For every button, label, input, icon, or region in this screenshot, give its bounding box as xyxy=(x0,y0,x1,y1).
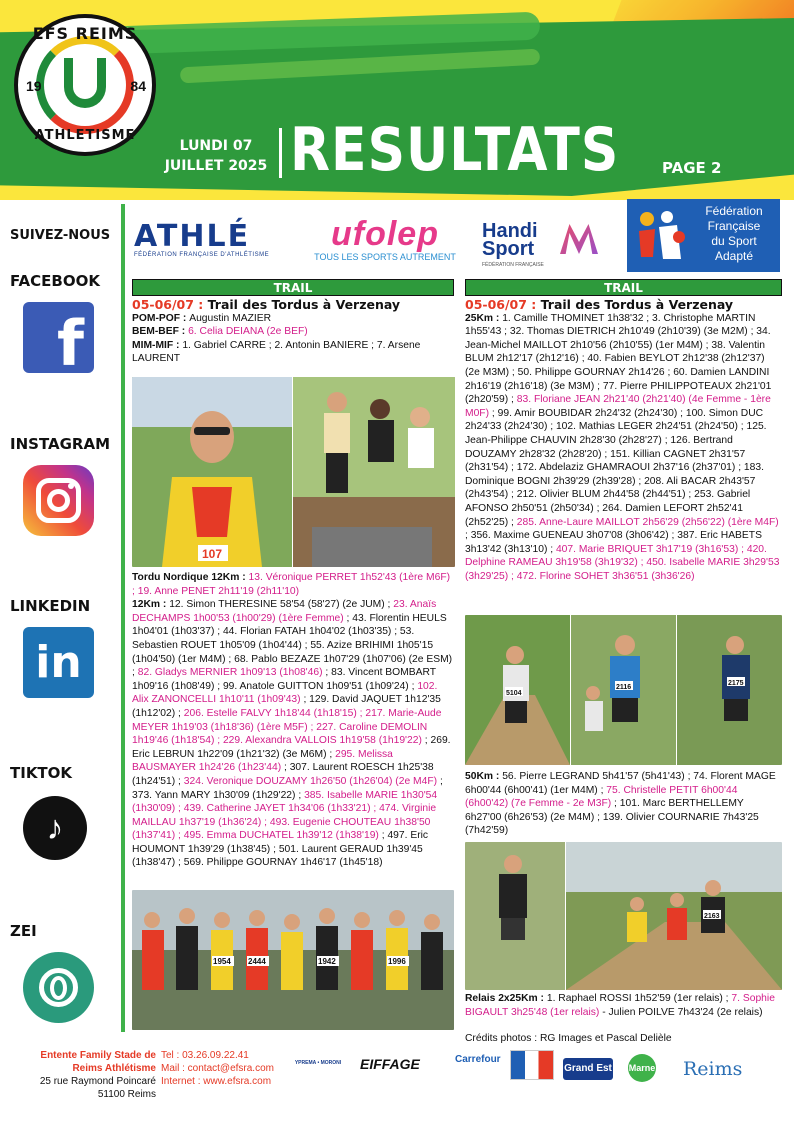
sidebar-divider xyxy=(121,204,125,1032)
sponsor-carrefour-logo: Carrefour xyxy=(455,1054,501,1065)
facebook-label: FACEBOOK xyxy=(10,272,100,290)
ffsa-figures-icon xyxy=(633,207,689,265)
event-title: 05-06/07 : Trail des Tordus à Verzenay xyxy=(132,297,401,312)
section-header-trail: TRAIL xyxy=(465,279,782,296)
bib-number: 2175 xyxy=(728,680,744,687)
right-results-50km: 50Km : 56. Pierre LEGRAND 5h41'57 (5h41'43) ; 74. Florent MAGE 6h00'44 (6h00'41) (1er M4M) ; 75. Christelle PETIT 6h00'44 (6h00'42) (7e Femme - 2e M3F) ; 101. Marc BERTHELLEMY 6h27'00 (6h26'53) (2e M4M) ; 139. Olivier COURNARIE 7h43'25 (7h42'59) xyxy=(465,771,776,837)
instagram-icon[interactable] xyxy=(23,465,94,536)
bib-number: 1942 xyxy=(318,957,336,966)
photo-relay-runners xyxy=(465,842,782,990)
logo-bottom-text: ATHLETISME xyxy=(34,128,136,143)
section-header-trail: TRAIL xyxy=(132,279,454,296)
linkedin-label: LINKEDIN xyxy=(10,597,91,615)
ffsa-logo: Fédération Française du Sport Adapté xyxy=(627,199,780,272)
photo-trail-runners xyxy=(465,615,782,765)
website-link[interactable]: Internet : www.efsra.com xyxy=(161,1076,272,1087)
email-link[interactable]: Mail : contact@efsra.com xyxy=(161,1063,274,1074)
social-sidebar xyxy=(0,200,118,1043)
bib-number: 1954 xyxy=(213,957,231,966)
photo-credits: Crédits photos : RG Images et Pascal Delièle xyxy=(465,1033,672,1044)
logo-top-text: EFS REIMS xyxy=(32,24,138,43)
sponsor-grandest-logo: Grand Est xyxy=(563,1058,613,1080)
bib-number: 2444 xyxy=(248,957,266,966)
page-title: RESULTATS xyxy=(290,116,620,185)
page-number: PAGE 2 xyxy=(662,159,722,177)
instagram-label: INSTAGRAM xyxy=(10,435,111,453)
facebook-icon[interactable]: f xyxy=(23,302,94,373)
ufolep-logo: ufolep TOUS LES SPORTS AUTREMENT xyxy=(314,215,456,262)
bib-number: 107 xyxy=(202,547,223,561)
photo-young-athletes xyxy=(132,377,455,567)
club-contact xyxy=(161,1049,274,1088)
zei-label: ZEI xyxy=(10,922,37,940)
tiktok-label: TIKTOK xyxy=(10,764,73,782)
logo-year-left: 19 xyxy=(26,78,42,94)
athle-logo: ATHLÉ FÉDÉRATION FRANÇAISE D'ATHLÉTISME xyxy=(134,219,270,258)
sponsor-marne-logo: Marne xyxy=(628,1054,656,1082)
sponsor-republique-logo xyxy=(510,1050,554,1080)
bib-number: 2116 xyxy=(616,684,632,691)
sponsor-eiffage-logo: EIFFAGE xyxy=(360,1056,420,1072)
logo-year-right: 84 xyxy=(130,78,146,94)
right-results-relay: Relais 2x25Km : 1. Raphael ROSSI 1h52'59 (1er relais) ; 7. Sophie BIGAULT 3h25'48 (1er relais) - Julien POILVE 7h43'24 (2e relais) xyxy=(465,993,775,1018)
club-address: Entente Family Stade de Reims Athlétisme 25 rue Raymond Poincaré 51100 Reims xyxy=(39,1050,156,1100)
bib-number: 5104 xyxy=(506,690,522,697)
bib-number: 2163 xyxy=(704,913,720,920)
photo-group-runners xyxy=(132,890,454,1030)
page-header xyxy=(0,0,794,200)
tiktok-icon[interactable]: ♪ xyxy=(23,796,87,860)
right-results-column: TRAIL 05-06/07 : Trail des Tordus à Verzenay 25Km : 1. Camille THOMINET 1h38'32 ; 3. Christophe MARTIN 1h55'43 ; 32. Thomas DIETRICH 2h10'49 (2h10'39) (3e M2M) ; 34. Jean-Michel MAILLOT 2h10'56 (2h10'55) (1er M4M) ; 38. Valentin BLUM 2h12'17 (2h12'16) ; 40. Fabien BEYLOT 2h12'38 (2h12'37) (2e M3M) ; 50. Philippe GOURNAY 2h14'26 ; 60. Damien LANDINI 2h16'19 (2h16'18) (3e M3M) ; 77. Pierre PHILIPPOTEAUX 2h21'01 (2h20'59) ; 83. Floriane JEAN 2h21'40 (2h21'40) (4e Femme - 1ère M0F) ; 99. Amir BOUBIDAR 2h24'32 (2h24'30) ; 100. Simon DUC 2h24'33 (2h24'30) ; 102. Mathias LEGER 2h24'51 (2h24'50) ; 125. Jean-Philippe CHAUVIN 2h28'30 (2h28'27) ; 126. Bertrand DOUZAMY 2h28'32 (2h28'20) ; 151. Killian CAGNET 2h31'57 (2h31'54) ; 172. Abdelaziz GHAMRAOUI 2h37'16 (2h37'01) ; 183. Dominique BOGNI 2h39'29 (2h39'28) ; 208. Ali BACAR 2h43'57 (2h43'54) ; 212. Olivier BLUM 2h44'58 (2h44'51) ; 253. Gabriel AFONSO 2h50'51 (2h50'34) ; 264. Damien LEFORT 2h52'41 (2h52'25) ; 285. Anne-Laure MAILLOT 2h56'29 (2h56'22) (1ère M4F) ; 356. Maxime GUENEAU 3h07'08 (3h06'42) ; 387. Eric HABETS 3h13'42 (3h13'10) ; 407. Marie BRIQUET 3h17'19 (3h16'53) ; 420. Delphine RAMEAU 3h19'58 (3h19'32) ; 450. Isabelle MARIE 3h29'53 (3h29'25) ; 472. Florine SOHET 3h36'51 (3h36'26) xyxy=(465,279,782,583)
sponsor-reims-logo: Reims xyxy=(683,1058,743,1080)
left-results-column: TRAIL 05-06/07 : Trail des Tordus à Verzenay POM-POF : Augustin MAZIER BEM-BEF : 6. Celia DEIANA (2e BEF) MIM-MIF : 1. Gabriel CARRE ; 2. Antonin BANIERE ; 7. Arsene LAURENT xyxy=(132,279,454,366)
sponsor-yprema-logo: YPREMA • MORONI xyxy=(294,1060,342,1066)
zei-icon[interactable] xyxy=(23,952,94,1023)
left-results-text: Tordu Nordique 12Km : 13. Véronique PERRET 1h52'43 (1ère M6F) ; 19. Anne PENET 2h11'19 (2h11'10) 12Km : 12. Simon THERESINE 58'54 (58'27) (2e JUM) ; 23. Anaïs DECHAMPS 1h00'53 (1h00'29) (1ère Femme) ; 43. Florentin HEULS 1h04'01 (1h03'37) ; 44. Florian FATAH 1h04'02 (1h03'35) ; 53. Sebastien ROUET 1h05'09 (1h04'44) ; 55. Azize BRIHIMI 1h05'15 (1h04'50) (1er M4M) ; 68. Pablo BEZAZE 1h07'29 (1h07'06) (2e ESM) ; 82. Gladys MERNIER 1h09'13 (1h08'46) ; 83. Vincent BOMBART 1h09'16 (1h08'49) ; 99. Anatole GUITTON 1h09'51 (1h09'24) ; 102. Alix ZANONCELLI 1h10'11 (1h09'43) ; 129. David JAQUET 1h12'35 (1h12'02) ; 206. Estelle FALVY 1h18'44 (1h18'15) ; 217. Marie-Aude MEYER 1h19'03 (1h18'36) (1ère M5F) ; 227. Caroline DEMOLIN 1h19'46 (1h18'54) ; 229. Alexandra VALLOIS 1h19'58 (1h19'22) ; 269. Eric LEBRUN 1h22'09 (1h21'32) (3e M6M) ; 295. Melissa BAUSMAYER 1h24'26 (1h23'44) ; 307. Laurent ROESCH 1h25'38 (1h24'51) ; 324. Veronique DOUZAMY 1h26'50 (1h26'04) (2e M4F) ; 373. Yann MARY 1h30'09 (1h29'22) ; 385. Isabelle MARIE 1h30'54 (1h30'09) ; 439. Catherine JAYET 1h34'06 (1h33'21) ; 474. Virginie MAILLAU 1h37'19 (1h36'24) ; 493. Eugenie CHOUTEAU 1h38'50 (1h37'41) ; 495. Emma DUCHATEL 1h39'12 (1h38'19) ; 497. Eric HOUMONT 1h39'29 (1h38'45) ; 501. Laurent GERAUD 1h39'45 (1h38'47) ; 569. Philippe GOURNAY 1h46'17 (1h45'18) xyxy=(132,572,453,869)
handisport-logo: Handi Sport FÉDÉRATION FRANÇAISE xyxy=(482,222,602,268)
bib-number: 1996 xyxy=(388,957,406,966)
club-logo xyxy=(14,14,156,156)
event-title: 05-06/07 : Trail des Tordus à Verzenay xyxy=(465,297,734,312)
header-divider xyxy=(279,128,282,178)
follow-us-label: SUIVEZ-NOUS xyxy=(10,228,111,243)
linkedin-icon[interactable]: in xyxy=(23,627,94,698)
issue-date: LUNDI 07 JUILLET 2025 xyxy=(164,138,268,174)
phone-number[interactable]: Tel : 03.26.09.22.41 xyxy=(161,1050,249,1061)
